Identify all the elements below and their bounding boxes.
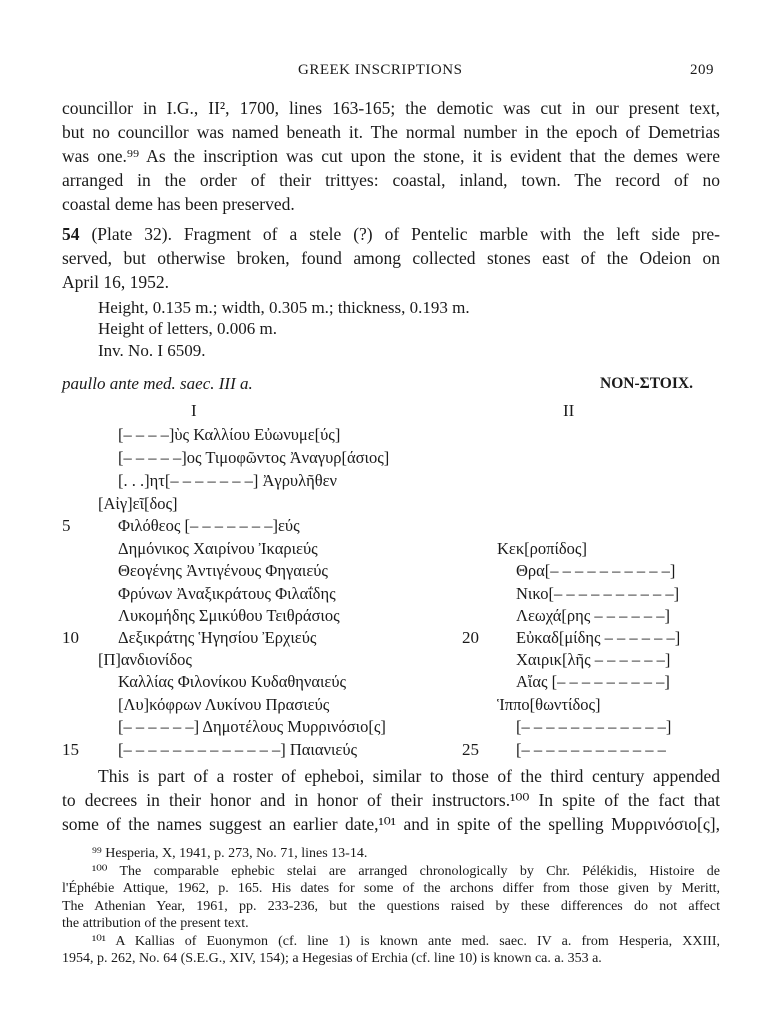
footnote-line: l'Éphébie Attique, 1962, p. 165. His dates for some of the archons differ from those given by Meritt, [62, 881, 720, 896]
footnote-line: 1954, p. 262, No. 64 (S.E.G., XIV, 154); a Hegesias of Erchia (cf. line 10) is known ca. a. 353 a. [62, 951, 602, 966]
inscription-line: [. . .]ητ[– – – – – – –] Ἀγρυλῆθεν [118, 471, 338, 490]
entry-line: April 16, 1952. [62, 272, 169, 292]
commentary-paragraph [62, 764, 720, 836]
date-note: paullo ante med. saec. III a. [62, 374, 253, 393]
page-number: 209 [690, 62, 714, 78]
intro-line: councillor in I.G., II², 1700, lines 163-165; the demotic was cut in our present text, [62, 98, 720, 118]
inscription-line: Θεογένης Ἀντιγένους Φηγαιεύς [118, 561, 328, 580]
inscription-line: Ἱππο[θωντίδος] [497, 695, 601, 714]
footnote-99: ⁹⁹ Hesperia, X, 1941, p. 273, No. 71, lines 13-14. [92, 846, 368, 861]
commentary-line: This is part of a roster of epheboi, similar to those of the third century appended [98, 766, 720, 786]
inscription-line: [– – – – –]ος Τιμοφῶντος Ἀναγυρ[άσιος] [118, 448, 390, 467]
dimensions: Height, 0.135 m.; width, 0.305 m.; thickness, 0.193 m. [98, 298, 470, 317]
column-label-i: I [191, 401, 197, 420]
inscription-line: Καλλίας Φιλονίκου Κυδαθηναιεύς [118, 672, 347, 691]
entry-line: (Plate 32). Fragment of a stele (?) of Pentelic marble with the left side pre- [91, 224, 721, 244]
inscription-line: Θρα[– – – – – – – – – –] [516, 561, 676, 580]
inscription-line: Χαιρικ[λῆς – – – – – –] [516, 650, 671, 669]
entry-number: 54 [62, 224, 80, 244]
running-title: GREEK INSCRIPTIONS [298, 62, 463, 78]
intro-line: coastal deme has been preserved. [62, 194, 295, 214]
inscription-line: [Αἰγ]εῖ[δος] [98, 494, 178, 513]
entry-description [62, 222, 720, 294]
footnote-line: the attribution of the present text. [62, 916, 249, 931]
inventory-number: Inv. No. I 6509. [98, 341, 206, 360]
commentary-line: some of the names suggest an earlier date,¹⁰¹ and in spite of the spelling Μυρρινόσιο[ς], [62, 814, 720, 834]
inscription-line: [Λυ]κόφρων Λυκίνου Πρασιεύς [118, 695, 330, 714]
intro-paragraph [62, 96, 720, 216]
intro-line: but no councillor was named beneath it. The normal number in the epoch of Demetrias [62, 122, 720, 142]
inscription-line: Αἴας [– – – – – – – – –] [516, 672, 670, 691]
letter-height: Height of letters, 0.006 m. [98, 319, 277, 338]
inscription-line: Λεωχά[ρης – – – – – –] [516, 606, 670, 625]
stoichedon-note: NON-ΣΤΟΙΧ. [600, 375, 693, 392]
inscription-line: Δεξικράτης Ἡγησίου Ἐρχιεύς [118, 628, 317, 647]
line-number: 20 [462, 628, 479, 647]
inscription-line: [– – – – – –] Δημοτέλους Μυρρινόσιο[ς] [118, 717, 386, 736]
inscription-line: Κεκ[ροπίδος] [497, 539, 587, 558]
inscription-line: Φρύνων Ἀναξικράτους Φιλαΐδης [118, 584, 336, 603]
column-label-ii: II [563, 401, 575, 420]
inscription-line: Δημόνικος Χαιρίνου Ἰκαριεύς [118, 539, 318, 558]
inscription-line: Φιλόθεος [– – – – – – –]εύς [118, 516, 300, 535]
inscription-line: [– – – –]ὺς Καλλίου Εὐωνυμε[ύς] [118, 425, 341, 444]
line-number: 5 [62, 516, 71, 535]
footnote-100: ¹⁰⁰ The comparable ephebic stelai are arranged chronologically by Chr. Pélékidis, Histoire de [92, 863, 720, 879]
footnotes [62, 845, 720, 968]
footnote-line: The Athenian Year, 1961, pp. 233-236, but the questions raised by these differences do not affect [62, 898, 720, 914]
footnote-101: ¹⁰¹ A Kallias of Euonymon (cf. line 1) is known ante med. saec. IV a. from Hesperia, XXIII, [92, 933, 720, 949]
inscription-line: Νικο[– – – – – – – – – –] [516, 584, 680, 603]
line-number: 10 [62, 628, 79, 647]
inscription-line: [– – – – – – – – – – – –] [516, 717, 672, 736]
commentary-line: to decrees in their honor and in honor of their instructors.¹⁰⁰ In spite of the fact that [62, 790, 720, 810]
inscription-line: [Π]ανδιονίδος [98, 650, 192, 669]
inscription-line: Λυκομήδης Σμικύθου Τειθράσιος [118, 606, 340, 625]
line-number: 25 [462, 740, 479, 759]
inscription-line: [– – – – – – – – – – – – [516, 740, 666, 759]
entry-line: served, but otherwise broken, found among collected stones east of the Odeion on [62, 248, 720, 268]
intro-line: was one.⁹⁹ As the inscription was cut upon the stone, it is evident that the demes were [62, 146, 720, 166]
inscription-line: Εὐκαδ[μίδης – – – – – –] [516, 628, 681, 647]
inscription-line: [– – – – – – – – – – – – –] Παιανιεύς [118, 740, 358, 759]
line-number: 15 [62, 740, 79, 759]
intro-line: arranged in the order of their trittyes: coastal, inland, town. The record of no [62, 170, 720, 190]
